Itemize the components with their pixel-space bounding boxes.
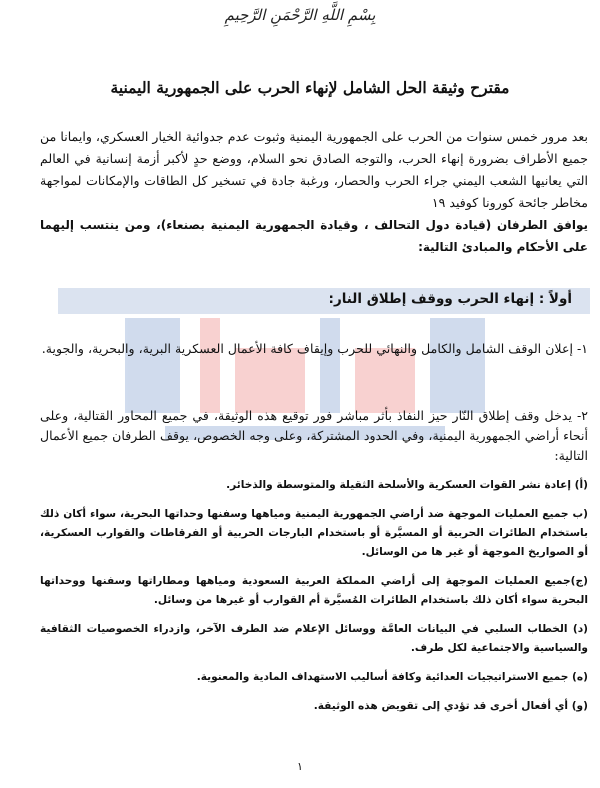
clause-1: ١- إعلان الوقف الشامل والكامل والنهائي للحرب وإيقاف كافة الأعمال العسكرية البرية، والبحرية، والجوية.: [41, 341, 588, 356]
document-title: مقترح وثيقة الحل الشامل لإنهاء الحرب على الجمهورية اليمنية: [110, 78, 510, 97]
list-item: (ج)جميع العمليات الموجهة إلى أراضي المملكة العربية السعودية ومياهها ومطاراتها وسفنها ووحداتها البحرية سواء أكان ذلك باستخدام الطائرات المُسيَّرة أم القوارب أو غيرها من وسائل.: [40, 575, 588, 606]
list-item: (د) الخطاب السلبي في البيانات العامَّة ووسائل الإعلام ضد الطرف الآخر، وازدراء الخصوصيات الثقافية والسياسية والاجتماعية لكل طرف.: [40, 623, 588, 654]
clause-2-items: [40, 476, 588, 726]
intro-bold-text: يوافق الطرفان (قيادة دول التحالف ، وقيادة الجمهورية اليمنية بصنعاء)، ومن ينتسب إليهما على الأحكام والمبادئ التالية:: [40, 218, 588, 254]
intro-text: بعد مرور خمس سنوات من الحرب على الجمهورية اليمنية وثبوت عدم جدوائية الخيار العسكري، وايمانا من جميع الأطراف بضرورة إنهاء الحرب، والتوجه الصادق نحو السلام، ووضع حدٍ لأكبر أزمة إنسانية في العالم التي يعانيها الشعب اليمني جراء الحرب والحصار، ورغبة جادة في تسخير كل الطاقات والإمكانات لمواجهة مخاطر جائحة كورونا كوفيد ١٩: [40, 129, 588, 210]
basmala: بِسْمِ اللَّهِ الرَّحْمَنِ الرَّحِيمِ: [224, 6, 376, 24]
list-item: (ب جميع العمليات الموجهة ضد أراضي الجمهورية اليمنية ومياهها وسفنها وحداتها البحرية، سواء أكان ذلك باستخدام الطائرات الحربية أو المسيَّرة أو باستخدام البارجات الحربية أو الفرقاطات والقوارب العسكرية، أو الصواريخ الموجهة أو غير ها من الوسائل.: [40, 508, 588, 558]
intro-paragraph: [40, 126, 588, 258]
list-item: (و) أي أفعال أخرى قد تؤدي إلى تقويض هذه الوثيقة.: [313, 700, 588, 712]
list-item: (ه) جميع الاستراتيجيات العدائية وكافة أساليب الاستهداف المادية والمعنوية.: [196, 671, 588, 683]
page-number: ١: [297, 760, 303, 773]
section-heading: أولاً : إنهاء الحرب ووقف إطلاق النار:: [328, 291, 572, 307]
clause-2: ٢- يدخل وقف إطلاق النّار حيز النفاذ بأثر مباشر فور توقيع هذه الوثيقة، في جميع المحاور القتالية، وعلى أنحاء أراضي الجمهورية اليمنية، وفي الحدود المشتركة، وعلى وجه الخصوص، يوقف الطرفان جميع الأعمال التالية:: [40, 408, 588, 463]
list-item: (أ) إعادة نشر القوات العسكرية والأسلحة الثقيلة والمتوسطة والذخائر.: [226, 479, 588, 491]
